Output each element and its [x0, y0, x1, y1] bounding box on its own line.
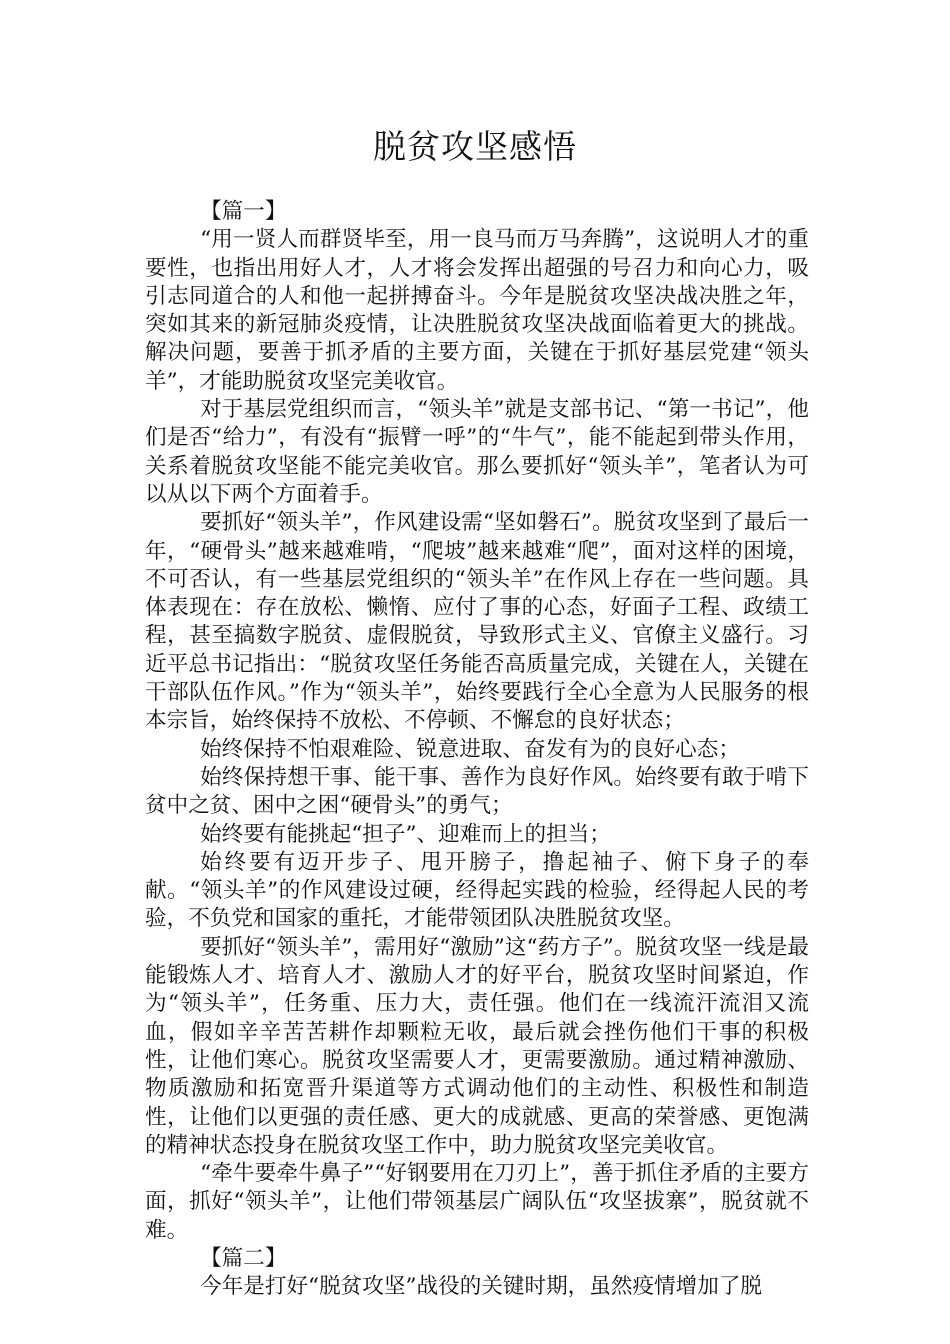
paragraph: “用一贤人而群贤毕至，用一良马而万马奔腾”，这说明人才的重要性，也指出用好人才，人才将会发挥出超强的号召力和向心力，吸引志同道合的人和他一起拼搏奋斗。今年是脱贫攻坚决战决胜之年，突如其来的新冠肺炎疫情，让决胜脱贫攻坚决战面临着更大的挑战。解决问题，要善于抓矛盾的主要方面，关键在于抓好基层党建“领头羊”，才能助脱贫攻坚完美收官。 — [145, 227, 809, 394]
paragraph: 对于基层党组织而言，“领头羊”就是支部书记、“第一书记”，他们是否“给力”，有没有“振臂一呼”的“牛气”，能不能起到带头作用，关系着脱贫攻坚能不能完美收官。那么要抓好“领头羊”，笔者认为可以从以下两个方面着手。 — [145, 397, 809, 507]
paragraph: “牵牛要牵牛鼻子”“好钢要用在刀刃上”，善于抓住矛盾的主要方面，抓好“领头羊”，让他们带领基层广阔队伍“攻坚拔寨”，脱贫就不难。 — [145, 1161, 809, 1243]
document-title: 脱贫攻坚感悟 — [373, 127, 577, 166]
paragraph: 始终要有能挑起“担子”、迎难而上的担当； — [200, 821, 611, 847]
section-heading-2: 【篇二】 — [200, 1245, 287, 1271]
paragraph: 要抓好“领头羊”，需用好“激励”这“药方子”。脱贫攻坚一线是最能锻炼人才、培育人才、激励人才的好平台，脱贫攻坚时间紧迫，作为“领头羊”，任务重、压力大，责任强。他们在一线流汗流泪又流血，假如辛辛苦苦耕作却颗粒无收，最后就会挫伤他们干事的积极性，让他们寒心。脱贫攻坚需要人才，更需要激励。通过精神激励、物质激励和拓宽晋升渠道等方式调动他们的主动性、积极性和制造性，让他们以更强的责任感、更大的成就感、更高的荣誉感、更饱满的精神状态投身在脱贫攻坚工作中，助力脱贫攻坚完美收官。 — [145, 934, 809, 1158]
paragraph: 始终要有迈开步子、甩开膀子，撸起袖子、俯下身子的奉献。“领头羊”的作风建设过硬，经得起实践的检验，经得起人民的考验，不负党和国家的重托，才能带领团队决胜脱贫攻坚。 — [145, 849, 809, 932]
paragraph: 要抓好“领头羊”，作风建设需“坚如磐石”。脱贫攻坚到了最后一年，“硬骨头”越来越难啃，“爬坡”越来越难“爬”，面对这样的困境，不可否认，有一些基层党组织的“领头羊”在作风上存在一些问题。具体表现在：存在放松、懒惰、应付了事的心态，好面子工程、政绩工程，甚至搞数字脱贫、虚假脱贫，导致形式主义、官僚主义盛行。习近平总书记指出：“脱贫攻坚任务能否高质量完成，关键在人，关键在干部队伍作风。”作为“领头羊”，始终要践行全心全意为人民服务的根本宗旨，始终保持不放松、不停顿、不懈怠的良好状态； — [145, 510, 809, 734]
document-body — [145, 198, 809, 1302]
paragraph: 始终保持想干事、能干事、善作为良好作风。始终要有敢于啃下贫中之贫、困中之困“硬骨头”的勇气； — [145, 764, 809, 819]
paragraph: 今年是打好“脱贫攻坚”战役的关键时期，虽然疫情增加了脱 — [200, 1274, 763, 1300]
section-heading-1: 【篇一】 — [200, 199, 287, 224]
paragraph: 始终保持不怕艰难险、锐意进取、奋发有为的良好心态； — [200, 736, 740, 762]
